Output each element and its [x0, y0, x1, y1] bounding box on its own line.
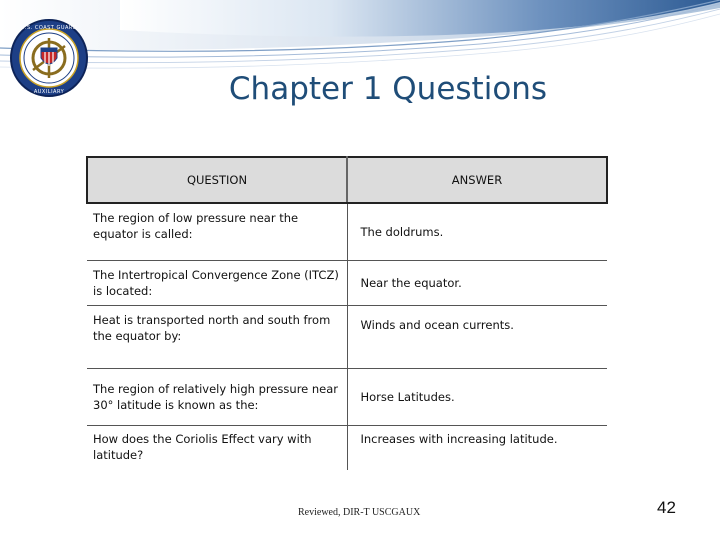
questions-table [86, 156, 608, 470]
question-cell: The region of low pressure near the equator is called: [87, 203, 347, 261]
answer-cell: Horse Latitudes. [347, 369, 607, 426]
slide-title: Chapter 1 Questions [228, 71, 548, 107]
answer-cell: Increases with increasing latitude. [360, 432, 558, 446]
table-header-row [87, 157, 607, 203]
table-row [87, 306, 607, 369]
answer-cell: The doldrums. [347, 203, 607, 261]
footer-review-note: Reviewed, DIR-T USCGAUX [298, 507, 421, 518]
table-row [87, 203, 607, 261]
answer-cell: Near the equator. [347, 261, 607, 306]
table-row [87, 369, 607, 426]
question-column-header: QUESTION [87, 157, 347, 203]
svg-text:AUXILIARY: AUXILIARY [33, 89, 65, 95]
page-number: 42 [657, 498, 676, 517]
question-cell: The region of relatively high pressure near 30° latitude is known as the: [87, 369, 347, 426]
table-row [87, 426, 607, 471]
answer-column-header: ANSWER [347, 157, 607, 203]
svg-text:U.S. COAST GUARD: U.S. COAST GUARD [20, 25, 78, 31]
question-cell: How does the Coriolis Effect vary with latitude? [87, 426, 347, 471]
table-row [87, 261, 607, 306]
question-cell: Heat is transported north and south from the equator by: [87, 306, 347, 369]
question-cell: The Intertropical Convergence Zone (ITCZ) is located: [87, 261, 347, 306]
answer-cell: Winds and ocean currents. [347, 306, 607, 369]
